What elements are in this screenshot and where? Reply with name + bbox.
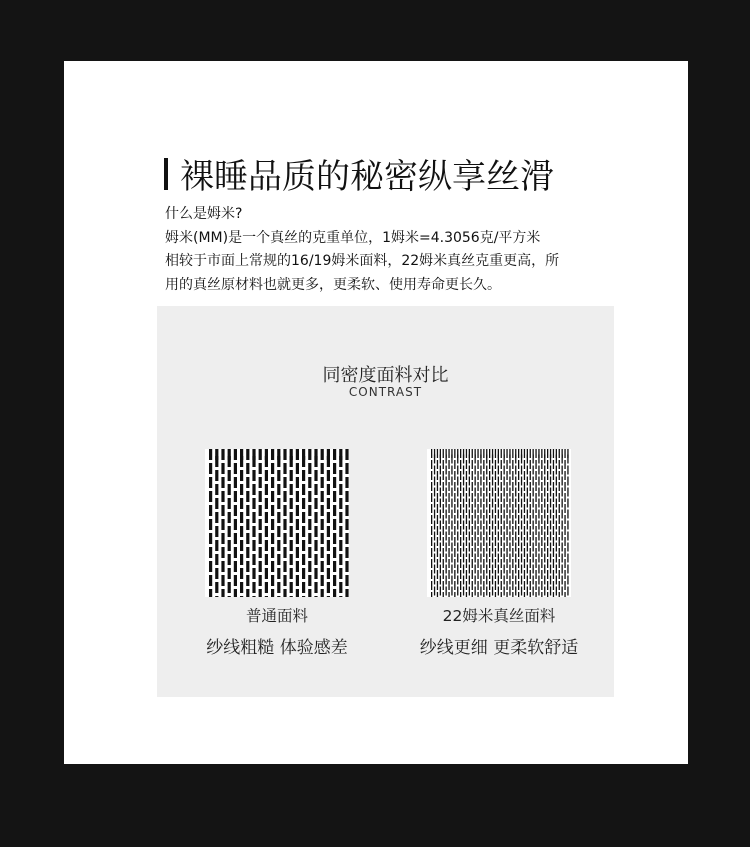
comparison-panel	[157, 306, 614, 697]
comparison-title: 同密度面料对比	[322, 365, 449, 386]
fine-weave-pattern	[427, 449, 571, 597]
fine-fabric-swatch	[427, 449, 571, 597]
intro-text	[165, 203, 559, 297]
right-fabric-description: 纱线更细 更柔软舒适	[419, 638, 579, 658]
content-card	[64, 61, 688, 764]
coarse-fabric-swatch	[205, 449, 349, 597]
comparison-subtitle: CONTRAST	[348, 385, 423, 399]
left-fabric-label: 普通面料	[245, 607, 308, 625]
intro-line: 姆米(MM)是一个真丝的克重单位，1姆米=4.3056克/平方米	[165, 229, 541, 246]
intro-line: 用的真丝原材料也就更多，更柔软、使用寿命更长久。	[165, 276, 501, 293]
heading-title: 裸睡品质的秘密纵享丝滑	[180, 157, 554, 197]
intro-line: 什么是姆米?	[165, 206, 243, 222]
coarse-weave-pattern	[205, 449, 349, 597]
heading-accent-bar	[164, 158, 168, 190]
left-fabric-description: 纱线粗糙 体验感差	[206, 638, 348, 658]
section-heading	[164, 149, 554, 198]
right-fabric-label: 22姆米真丝面料	[442, 607, 556, 625]
intro-line: 相较于市面上常规的16/19姆米面料，22姆米真丝克重更高，所	[165, 253, 560, 269]
